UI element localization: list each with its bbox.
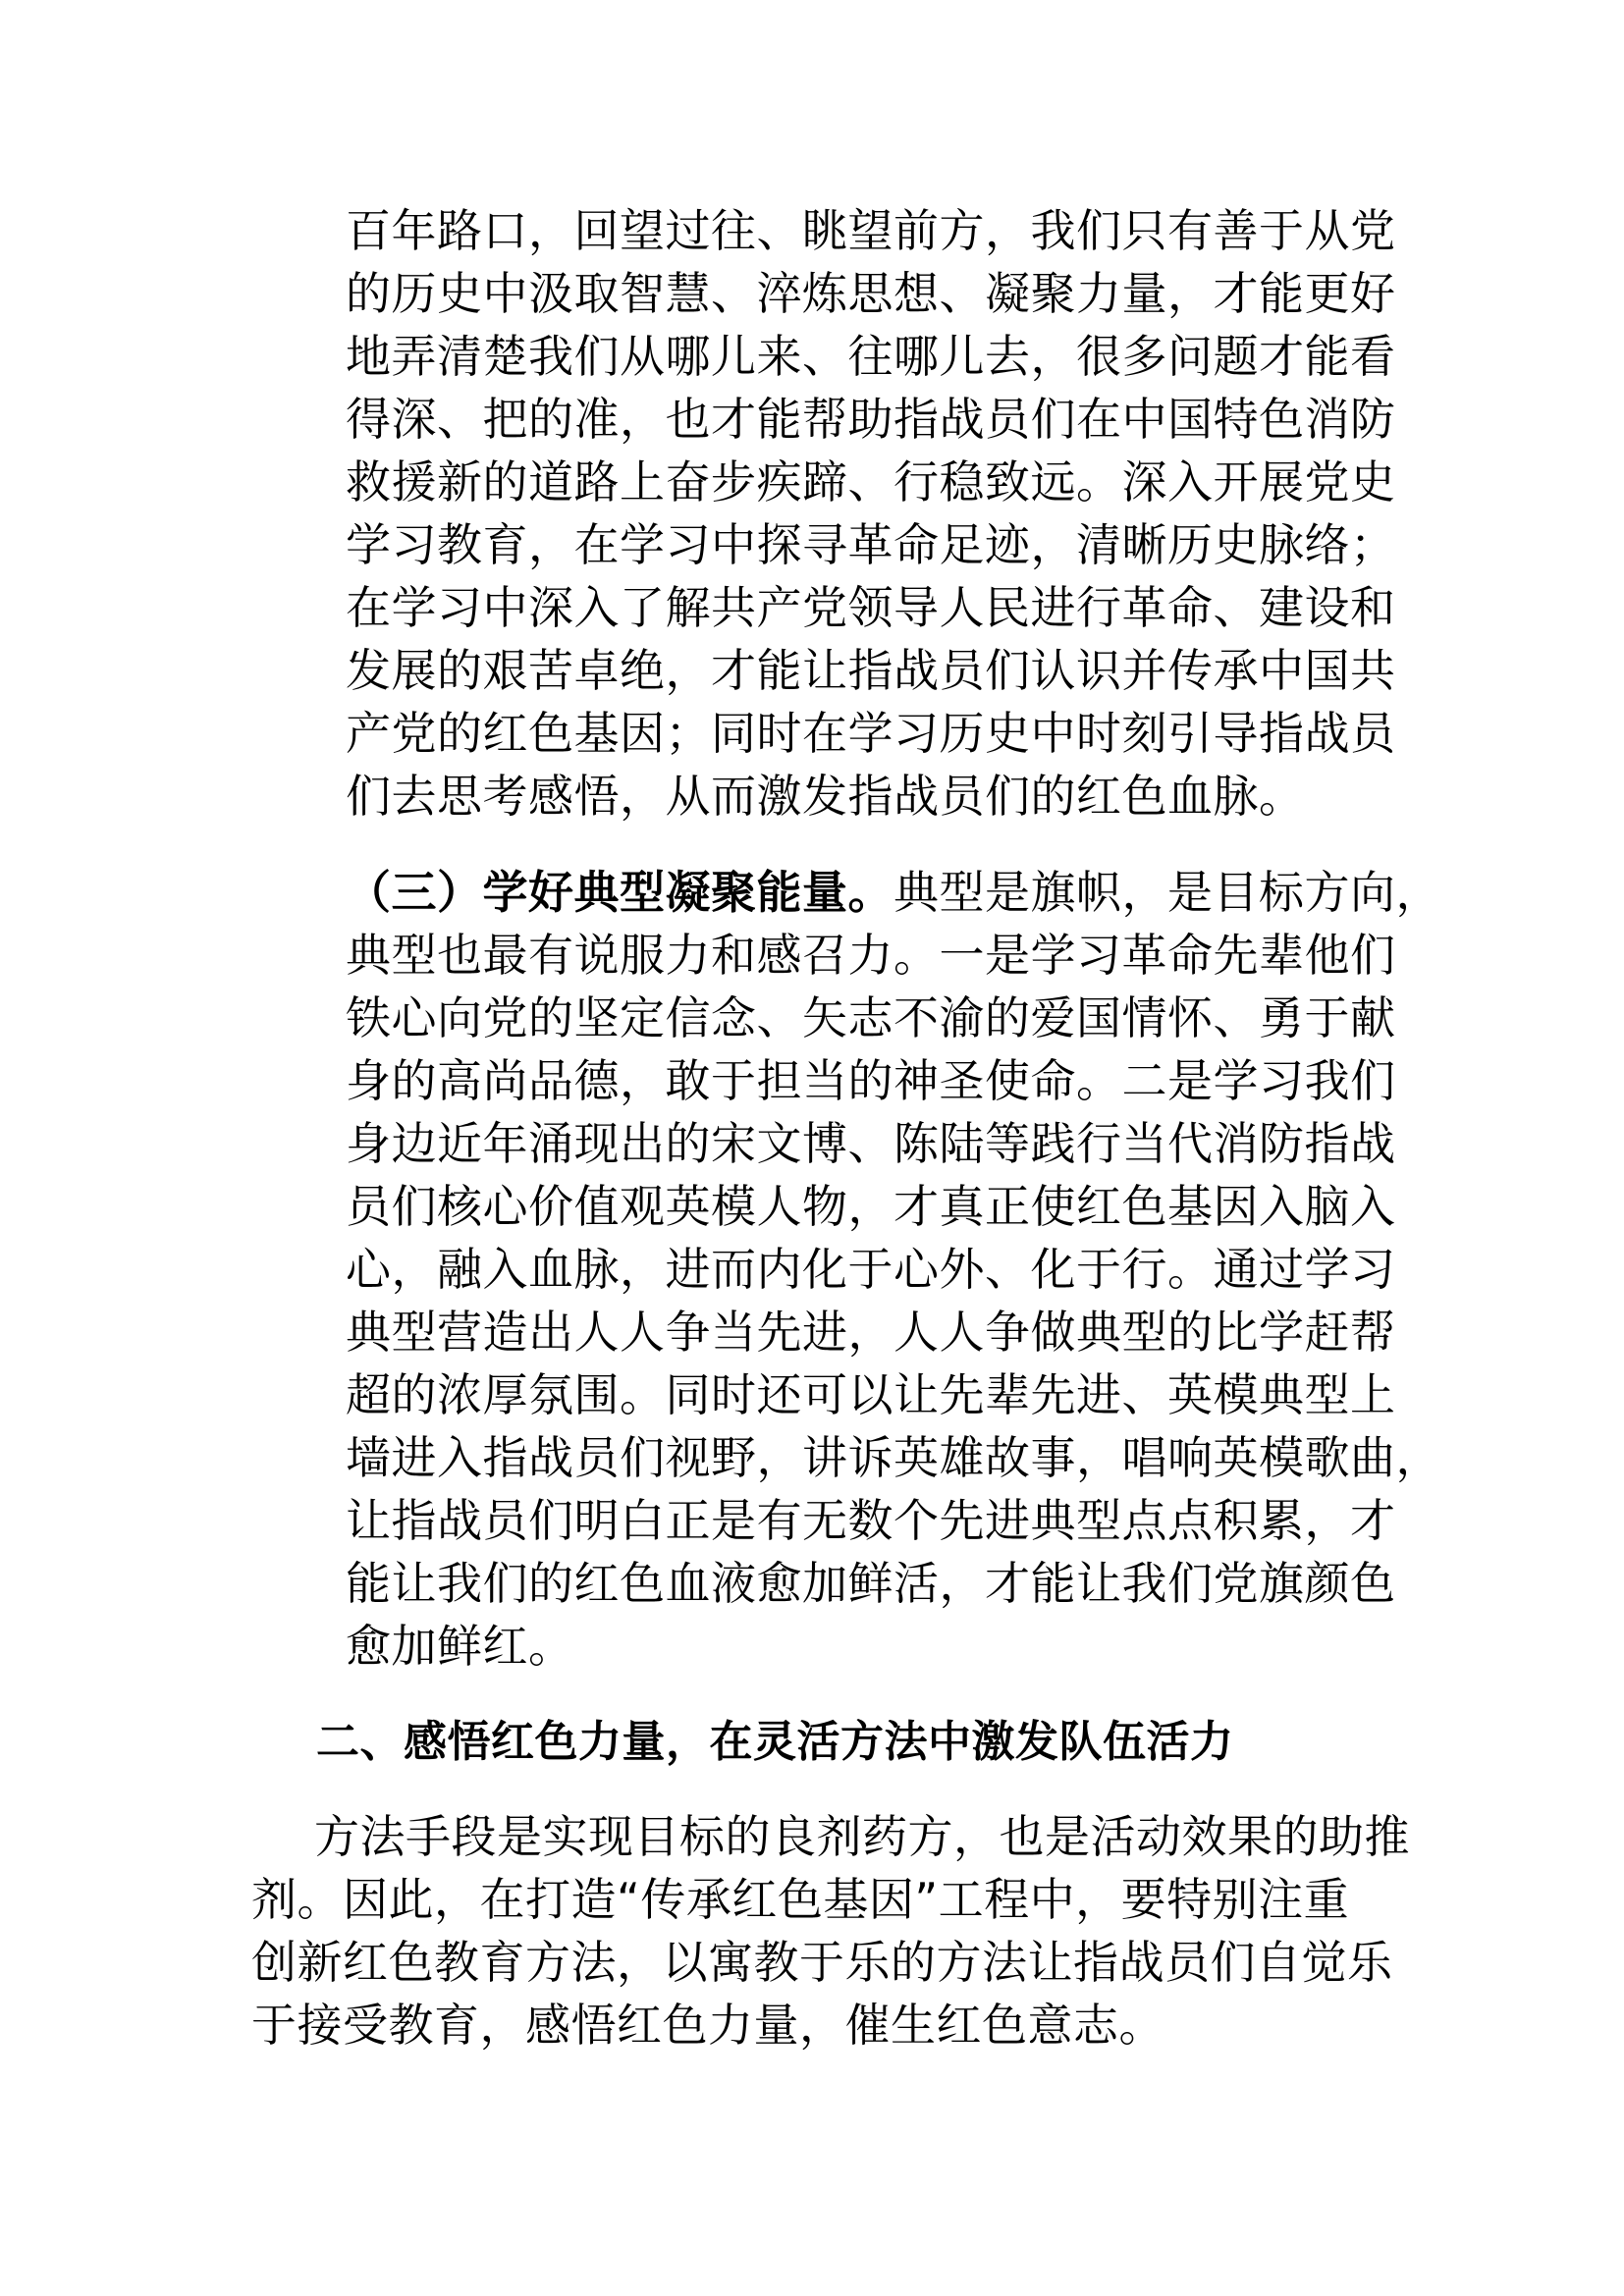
text-line: 救援新的道路上奋步疾蹄、行稳致远。深入开展党史	[346, 455, 1396, 508]
text-line: 能让我们的红色血液愈加鲜活，才能让我们党旗颜色	[346, 1557, 1396, 1610]
text-line: 身的高尚品德，敢于担当的神圣使命。二是学习我们	[346, 1054, 1396, 1107]
text-line: 学习教育，在学习中探寻革命足迹，清晰历史脉络；	[346, 518, 1396, 571]
text-line: 典型营造出人人争当先进，人人争做典型的比学赶帮	[346, 1306, 1396, 1359]
text-line: 墙进入指战员们视野，讲诉英雄故事，唱响英模歌曲，	[346, 1431, 1441, 1484]
text-line: 剂。因此，在打造“传承红色基因”工程中，要特别注重	[251, 1873, 1350, 1926]
text-line: 发展的艰苦卓绝，才能让指战员们认识并传承中国共	[346, 644, 1396, 697]
text-span: 典型是旗帜，是目标方向，	[893, 866, 1441, 919]
text-line	[346, 866, 1441, 919]
text-line: 典型也最有说服力和感召力。一是学习革命先辈他们	[346, 929, 1396, 982]
text-line: 的历史中汲取智慧、淬炼思想、凝聚力量，才能更好	[346, 267, 1396, 320]
text-line: 愈加鲜红。	[346, 1620, 574, 1673]
text-line: 在学习中深入了解共产党领导人民进行革命、建设和	[346, 581, 1396, 634]
text-line: 得深、把的准，也才能帮助指战员们在中国特色消防	[346, 393, 1396, 446]
text-line: 身边近年涌现出的宋文博、陈陆等践行当代消防指战	[346, 1117, 1396, 1170]
text-line: 方法手段是实现目标的良剂药方，也是活动效果的助推	[314, 1810, 1410, 1863]
text-line: 让指战员们明白正是有无数个先进典型点点积累，才	[346, 1494, 1396, 1547]
text-line: 员们核心价值观英模人物，才真正使红色基因入脑入	[346, 1180, 1396, 1233]
text-line: 地弄清楚我们从哪儿来、往哪儿去，很多问题才能看	[346, 330, 1396, 383]
section-heading: 二、感悟红色力量，在灵活方法中激发队伍活力	[316, 1717, 1234, 1767]
subheading-lead: （三）学好典型凝聚能量。	[346, 866, 893, 919]
text-line: 们去思考感悟，从而激发指战员们的红色血脉。	[346, 770, 1305, 823]
text-line: 超的浓厚氛围。同时还可以让先辈先进、英模典型上	[346, 1368, 1396, 1421]
text-line: 百年路口，回望过往、眺望前方，我们只有善于从党	[346, 204, 1396, 257]
text-line: 创新红色教育方法，以寓教于乐的方法让指战员们自觉乐	[251, 1936, 1393, 1989]
text-line: 产党的红色基因；同时在学习历史中时刻引导指战员	[346, 707, 1396, 760]
text-line: 心，融入血脉，进而内化于心外、化于行。通过学习	[346, 1243, 1396, 1296]
text-line: 铁心向党的坚定信念、矢志不渝的爱国情怀、勇于献	[346, 991, 1396, 1044]
text-line: 于接受教育，感悟红色力量，催生红色意志。	[251, 1999, 1164, 2052]
